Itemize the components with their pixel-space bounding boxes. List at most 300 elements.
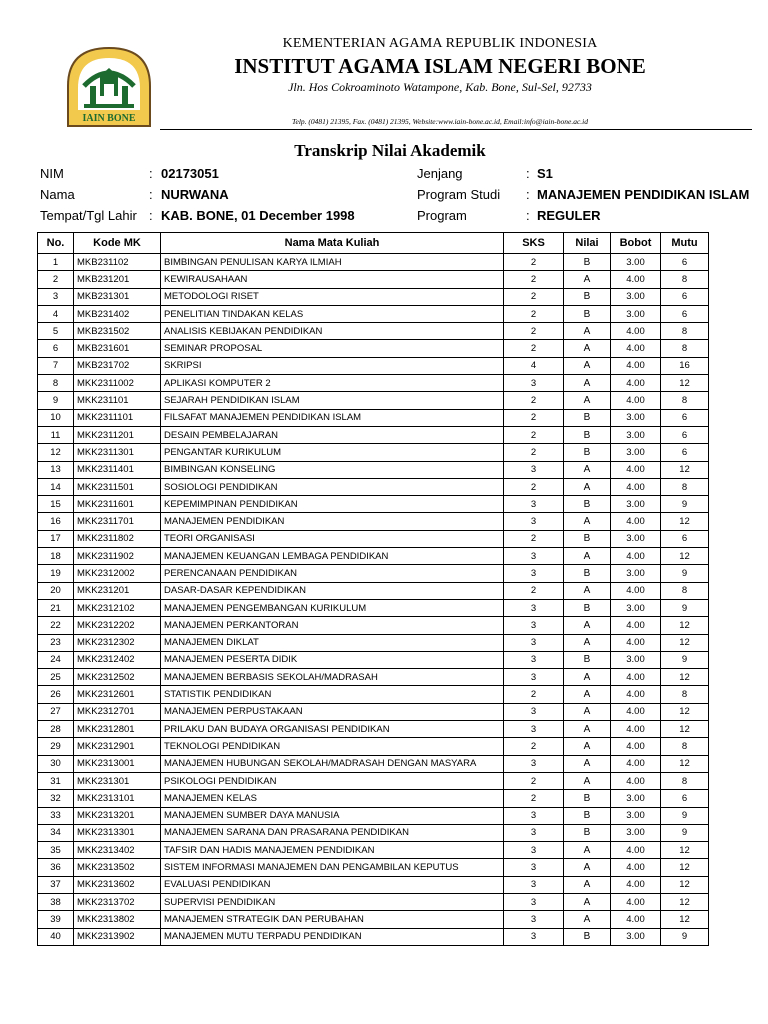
cell-kode-mk: MKK2313402 [74, 842, 161, 859]
cell-kode-mk: MKK2312402 [74, 651, 161, 668]
table-row [38, 582, 709, 599]
cell-no: 30 [38, 755, 74, 772]
cell-no: 36 [38, 859, 74, 876]
cell-no: 23 [38, 634, 74, 651]
cell-bobot: 4.00 [611, 893, 661, 910]
cell-sks: 2 [504, 790, 564, 807]
cell-sks: 3 [504, 548, 564, 565]
cell-sks: 2 [504, 530, 564, 547]
cell-no: 26 [38, 686, 74, 703]
cell-sks: 2 [504, 444, 564, 461]
cell-nama-mk: KEPEMIMPINAN PENDIDIKAN [161, 496, 504, 513]
cell-bobot: 3.00 [611, 599, 661, 616]
cell-bobot: 4.00 [611, 876, 661, 893]
cell-bobot: 4.00 [611, 271, 661, 288]
table-row [38, 824, 709, 841]
cell-sks: 2 [504, 305, 564, 322]
cell-nilai: A [564, 323, 611, 340]
cell-nama-mk: SEJARAH PENDIDIKAN ISLAM [161, 392, 504, 409]
cell-sks: 3 [504, 565, 564, 582]
cell-sks: 3 [504, 496, 564, 513]
cell-nilai: B [564, 496, 611, 513]
cell-no: 38 [38, 893, 74, 910]
table-row [38, 928, 709, 945]
cell-nama-mk: APLIKASI KOMPUTER 2 [161, 375, 504, 392]
cell-mutu: 12 [661, 513, 709, 530]
program-colon: : [526, 208, 530, 223]
cell-mutu: 8 [661, 478, 709, 495]
cell-nilai: A [564, 634, 611, 651]
cell-kode-mk: MKB231402 [74, 305, 161, 322]
cell-nilai: B [564, 790, 611, 807]
cell-sks: 2 [504, 686, 564, 703]
table-row [38, 478, 709, 495]
cell-kode-mk: MKB231102 [74, 254, 161, 271]
cell-mutu: 12 [661, 461, 709, 478]
table-row [38, 842, 709, 859]
cell-bobot: 3.00 [611, 444, 661, 461]
cell-sks: 2 [504, 409, 564, 426]
cell-kode-mk: MKK2311701 [74, 513, 161, 530]
cell-nilai: B [564, 928, 611, 945]
cell-no: 40 [38, 928, 74, 945]
cell-mutu: 9 [661, 928, 709, 945]
cell-nama-mk: METODOLOGI RISET [161, 288, 504, 305]
cell-nama-mk: DESAIN PEMBELAJARAN [161, 426, 504, 443]
cell-mutu: 6 [661, 426, 709, 443]
cell-sks: 3 [504, 824, 564, 841]
cell-bobot: 4.00 [611, 911, 661, 928]
cell-bobot: 4.00 [611, 548, 661, 565]
cell-bobot: 4.00 [611, 513, 661, 530]
cell-mutu: 12 [661, 755, 709, 772]
cell-nilai: B [564, 807, 611, 824]
cell-no: 32 [38, 790, 74, 807]
ttl-colon: : [149, 208, 153, 223]
cell-sks: 3 [504, 928, 564, 945]
cell-no: 37 [38, 876, 74, 893]
cell-nama-mk: PRILAKU DAN BUDAYA ORGANISASI PENDIDIKAN [161, 721, 504, 738]
cell-nama-mk: MANAJEMEN PERKANTORAN [161, 617, 504, 634]
table-row [38, 738, 709, 755]
cell-kode-mk: MKK2313502 [74, 859, 161, 876]
cell-sks: 3 [504, 669, 564, 686]
cell-bobot: 4.00 [611, 859, 661, 876]
table-row [38, 565, 709, 582]
cell-kode-mk: MKK2313602 [74, 876, 161, 893]
cell-nilai: A [564, 772, 611, 789]
cell-sks: 3 [504, 375, 564, 392]
institute-name: INSTITUT AGAMA ISLAM NEGERI BONE [234, 54, 646, 78]
cell-kode-mk: MKK231301 [74, 772, 161, 789]
cell-kode-mk: MKK231101 [74, 392, 161, 409]
table-row [38, 409, 709, 426]
cell-no: 31 [38, 772, 74, 789]
cell-bobot: 4.00 [611, 582, 661, 599]
cell-nama-mk: ANALISIS KEBIJAKAN PENDIDIKAN [161, 323, 504, 340]
cell-bobot: 3.00 [611, 409, 661, 426]
cell-no: 11 [38, 426, 74, 443]
cell-nilai: B [564, 565, 611, 582]
cell-nama-mk: SOSIOLOGI PENDIDIKAN [161, 478, 504, 495]
cell-kode-mk: MKK231201 [74, 582, 161, 599]
cell-no: 17 [38, 530, 74, 547]
cell-no: 8 [38, 375, 74, 392]
cell-bobot: 4.00 [611, 392, 661, 409]
cell-sks: 3 [504, 461, 564, 478]
cell-bobot: 3.00 [611, 305, 661, 322]
col-header-nama: Nama Mata Kuliah [161, 233, 504, 254]
cell-mutu: 6 [661, 254, 709, 271]
cell-nilai: B [564, 530, 611, 547]
cell-bobot: 3.00 [611, 790, 661, 807]
cell-sks: 2 [504, 288, 564, 305]
cell-mutu: 8 [661, 686, 709, 703]
cell-mutu: 9 [661, 599, 709, 616]
cell-no: 16 [38, 513, 74, 530]
cell-kode-mk: MKK2312302 [74, 634, 161, 651]
cell-sks: 2 [504, 323, 564, 340]
cell-bobot: 3.00 [611, 496, 661, 513]
cell-nilai: A [564, 859, 611, 876]
cell-nama-mk: MANAJEMEN SUMBER DAYA MANUSIA [161, 807, 504, 824]
cell-nama-mk: PERENCANAAN PENDIDIKAN [161, 565, 504, 582]
cell-nama-mk: SUPERVISI PENDIDIKAN [161, 893, 504, 910]
table-row [38, 755, 709, 772]
cell-sks: 2 [504, 271, 564, 288]
table-row [38, 599, 709, 616]
cell-bobot: 4.00 [611, 772, 661, 789]
cell-nama-mk: MANAJEMEN DIKLAT [161, 634, 504, 651]
logo-text: IAIN BONE [82, 113, 136, 124]
cell-kode-mk: MKB231502 [74, 323, 161, 340]
cell-mutu: 12 [661, 375, 709, 392]
nim-value: 02173051 [161, 166, 219, 181]
cell-bobot: 4.00 [611, 755, 661, 772]
cell-sks: 3 [504, 755, 564, 772]
cell-mutu: 12 [661, 893, 709, 910]
cell-nilai: A [564, 582, 611, 599]
cell-mutu: 16 [661, 357, 709, 374]
cell-no: 7 [38, 357, 74, 374]
cell-nama-mk: BIMBINGAN KONSELING [161, 461, 504, 478]
cell-bobot: 4.00 [611, 617, 661, 634]
table-row [38, 651, 709, 668]
cell-kode-mk: MKK2312701 [74, 703, 161, 720]
cell-nama-mk: SKRIPSI [161, 357, 504, 374]
cell-kode-mk: MKK2312502 [74, 669, 161, 686]
cell-kode-mk: MKK2311401 [74, 461, 161, 478]
cell-nilai: A [564, 703, 611, 720]
cell-nilai: A [564, 375, 611, 392]
cell-nilai: A [564, 548, 611, 565]
table-row [38, 254, 709, 271]
cell-no: 20 [38, 582, 74, 599]
nama-colon: : [149, 187, 153, 202]
cell-bobot: 3.00 [611, 565, 661, 582]
table-row [38, 461, 709, 478]
cell-no: 34 [38, 824, 74, 841]
jenjang-colon: : [526, 166, 530, 181]
table-row [38, 426, 709, 443]
institute-address: Jln. Hos Cokroaminoto Watampone, Kab. Bone, Sul-Sel, 92733 [288, 80, 592, 94]
jenjang-value: S1 [537, 166, 553, 181]
cell-no: 24 [38, 651, 74, 668]
table-row [38, 444, 709, 461]
document-title: Transkrip Nilai Akademik [294, 141, 486, 160]
cell-no: 19 [38, 565, 74, 582]
cell-nilai: A [564, 340, 611, 357]
cell-nama-mk: PENGANTAR KURIKULUM [161, 444, 504, 461]
cell-kode-mk: MKB231601 [74, 340, 161, 357]
cell-mutu: 12 [661, 634, 709, 651]
cell-mutu: 6 [661, 409, 709, 426]
cell-mutu: 12 [661, 703, 709, 720]
nama-value: NURWANA [161, 187, 229, 202]
cell-kode-mk: MKK2311002 [74, 375, 161, 392]
cell-kode-mk: MKK2313301 [74, 824, 161, 841]
cell-nama-mk: MANAJEMEN HUBUNGAN SEKOLAH/MADRASAH DENGAN MASYARA [161, 755, 504, 772]
col-header-nilai: Nilai [564, 233, 611, 254]
cell-mutu: 6 [661, 530, 709, 547]
col-header-sks: SKS [504, 233, 564, 254]
cell-sks: 3 [504, 893, 564, 910]
table-row [38, 790, 709, 807]
cell-kode-mk: MKB231201 [74, 271, 161, 288]
cell-sks: 2 [504, 392, 564, 409]
col-header-kode: Kode MK [74, 233, 161, 254]
cell-bobot: 3.00 [611, 254, 661, 271]
cell-nilai: A [564, 842, 611, 859]
cell-bobot: 4.00 [611, 721, 661, 738]
cell-nilai: B [564, 254, 611, 271]
jenjang-label: Jenjang [417, 166, 463, 181]
prodi-colon: : [526, 187, 530, 202]
cell-mutu: 12 [661, 911, 709, 928]
cell-mutu: 8 [661, 323, 709, 340]
cell-nama-mk: KEWIRAUSAHAAN [161, 271, 504, 288]
cell-sks: 2 [504, 478, 564, 495]
table-row [38, 634, 709, 651]
cell-bobot: 4.00 [611, 738, 661, 755]
cell-kode-mk: MKK2312002 [74, 565, 161, 582]
col-header-no: No. [38, 233, 74, 254]
cell-bobot: 4.00 [611, 357, 661, 374]
cell-no: 5 [38, 323, 74, 340]
institute-contact: Telp. (0481) 21395, Fax. (0481) 21395, Website:www.iain-bone.ac.id, Email:info@iain-bone.ac.id [292, 117, 588, 126]
table-row [38, 772, 709, 789]
ttl-value: KAB. BONE, 01 December 1998 [161, 208, 355, 223]
cell-mutu: 12 [661, 859, 709, 876]
cell-sks: 3 [504, 859, 564, 876]
table-row [38, 859, 709, 876]
cell-bobot: 3.00 [611, 824, 661, 841]
cell-nilai: A [564, 893, 611, 910]
table-row [38, 496, 709, 513]
cell-no: 27 [38, 703, 74, 720]
cell-no: 18 [38, 548, 74, 565]
cell-nama-mk: PSIKOLOGI PENDIDIKAN [161, 772, 504, 789]
cell-mutu: 12 [661, 876, 709, 893]
cell-nama-mk: MANAJEMEN KEUANGAN LEMBAGA PENDIDIKAN [161, 548, 504, 565]
cell-bobot: 4.00 [611, 340, 661, 357]
cell-nama-mk: FILSAFAT MANAJEMEN PENDIDIKAN ISLAM [161, 409, 504, 426]
cell-mutu: 9 [661, 496, 709, 513]
cell-kode-mk: MKK2312202 [74, 617, 161, 634]
cell-bobot: 4.00 [611, 375, 661, 392]
cell-kode-mk: MKK2313802 [74, 911, 161, 928]
cell-nilai: A [564, 738, 611, 755]
cell-nama-mk: TAFSIR DAN HADIS MANAJEMEN PENDIDIKAN [161, 842, 504, 859]
cell-nilai: B [564, 288, 611, 305]
cell-bobot: 3.00 [611, 928, 661, 945]
table-row [38, 721, 709, 738]
table-row [38, 686, 709, 703]
cell-nama-mk: MANAJEMEN STRATEGIK DAN PERUBAHAN [161, 911, 504, 928]
prodi-value: MANAJEMEN PENDIDIKAN ISLAM [537, 187, 750, 202]
table-row [38, 911, 709, 928]
table-row [38, 548, 709, 565]
cell-nilai: B [564, 824, 611, 841]
cell-nama-mk: STATISTIK PENDIDIKAN [161, 686, 504, 703]
cell-no: 21 [38, 599, 74, 616]
header-divider [160, 129, 752, 130]
cell-bobot: 3.00 [611, 288, 661, 305]
cell-kode-mk: MKK2313101 [74, 790, 161, 807]
cell-nilai: A [564, 669, 611, 686]
cell-sks: 3 [504, 634, 564, 651]
cell-bobot: 3.00 [611, 651, 661, 668]
table-row [38, 530, 709, 547]
cell-nama-mk: MANAJEMEN BERBASIS SEKOLAH/MADRASAH [161, 669, 504, 686]
cell-nama-mk: SEMINAR PROPOSAL [161, 340, 504, 357]
cell-sks: 2 [504, 772, 564, 789]
cell-sks: 2 [504, 426, 564, 443]
table-row [38, 703, 709, 720]
cell-bobot: 3.00 [611, 807, 661, 824]
cell-mutu: 9 [661, 651, 709, 668]
cell-nilai: A [564, 721, 611, 738]
cell-nama-mk: MANAJEMEN PENDIDIKAN [161, 513, 504, 530]
cell-no: 12 [38, 444, 74, 461]
ttl-label: Tempat/Tgl Lahir [40, 208, 137, 223]
cell-mutu: 9 [661, 807, 709, 824]
cell-kode-mk: MKK2313702 [74, 893, 161, 910]
cell-nama-mk: BIMBINGAN PENULISAN KARYA ILMIAH [161, 254, 504, 271]
cell-kode-mk: MKK2311101 [74, 409, 161, 426]
cell-bobot: 4.00 [611, 703, 661, 720]
table-row [38, 513, 709, 530]
cell-nilai: B [564, 409, 611, 426]
cell-sks: 3 [504, 703, 564, 720]
table-row [38, 807, 709, 824]
cell-kode-mk: MKK2312601 [74, 686, 161, 703]
table-row [38, 288, 709, 305]
cell-nama-mk: TEKNOLOGI PENDIDIKAN [161, 738, 504, 755]
cell-sks: 2 [504, 738, 564, 755]
cell-bobot: 4.00 [611, 478, 661, 495]
grades-table-body [38, 254, 709, 946]
cell-mutu: 8 [661, 340, 709, 357]
cell-nama-mk: SISTEM INFORMASI MANAJEMEN DAN PENGAMBILAN KEPUTUS [161, 859, 504, 876]
cell-mutu: 12 [661, 548, 709, 565]
cell-no: 25 [38, 669, 74, 686]
cell-kode-mk: MKK2313201 [74, 807, 161, 824]
table-row [38, 357, 709, 374]
cell-nilai: A [564, 271, 611, 288]
table-row [38, 375, 709, 392]
cell-mutu: 8 [661, 772, 709, 789]
cell-nama-mk: MANAJEMEN MUTU TERPADU PENDIDIKAN [161, 928, 504, 945]
cell-sks: 3 [504, 721, 564, 738]
cell-mutu: 6 [661, 305, 709, 322]
cell-bobot: 4.00 [611, 634, 661, 651]
cell-bobot: 4.00 [611, 842, 661, 859]
cell-kode-mk: MKK2313001 [74, 755, 161, 772]
cell-nilai: B [564, 651, 611, 668]
cell-no: 10 [38, 409, 74, 426]
cell-mutu: 9 [661, 565, 709, 582]
cell-kode-mk: MKK2312801 [74, 721, 161, 738]
cell-nilai: A [564, 357, 611, 374]
cell-mutu: 12 [661, 617, 709, 634]
cell-nama-mk: MANAJEMEN PESERTA DIDIK [161, 651, 504, 668]
cell-nama-mk: MANAJEMEN SARANA DAN PRASARANA PENDIDIKAN [161, 824, 504, 841]
col-header-mutu: Mutu [661, 233, 709, 254]
nim-label: NIM [40, 166, 64, 181]
cell-mutu: 12 [661, 721, 709, 738]
cell-no: 2 [38, 271, 74, 288]
table-row [38, 617, 709, 634]
cell-no: 13 [38, 461, 74, 478]
cell-sks: 3 [504, 842, 564, 859]
cell-mutu: 6 [661, 288, 709, 305]
prodi-label: Program Studi [417, 187, 501, 202]
cell-mutu: 8 [661, 392, 709, 409]
cell-no: 1 [38, 254, 74, 271]
ministry-name: KEMENTERIAN AGAMA REPUBLIK INDONESIA [282, 36, 598, 51]
cell-sks: 3 [504, 876, 564, 893]
cell-kode-mk: MKK2312901 [74, 738, 161, 755]
cell-nama-mk: TEORI ORGANISASI [161, 530, 504, 547]
cell-no: 15 [38, 496, 74, 513]
cell-no: 39 [38, 911, 74, 928]
col-header-bobot: Bobot [611, 233, 661, 254]
cell-kode-mk: MKK2311601 [74, 496, 161, 513]
cell-nama-mk: MANAJEMEN KELAS [161, 790, 504, 807]
cell-nama-mk: PENELITIAN TINDAKAN KELAS [161, 305, 504, 322]
cell-sks: 3 [504, 599, 564, 616]
cell-nilai: A [564, 478, 611, 495]
cell-bobot: 4.00 [611, 669, 661, 686]
cell-no: 3 [38, 288, 74, 305]
nama-label: Nama [40, 187, 75, 202]
cell-kode-mk: MKK2311301 [74, 444, 161, 461]
program-value: REGULER [537, 208, 601, 223]
cell-nama-mk: EVALUASI PENDIDIKAN [161, 876, 504, 893]
cell-nilai: A [564, 461, 611, 478]
table-row [38, 271, 709, 288]
program-label: Program [417, 208, 467, 223]
table-row [38, 305, 709, 322]
cell-nilai: B [564, 426, 611, 443]
cell-nilai: A [564, 755, 611, 772]
cell-no: 28 [38, 721, 74, 738]
cell-kode-mk: MKB231301 [74, 288, 161, 305]
cell-sks: 2 [504, 582, 564, 599]
cell-sks: 4 [504, 357, 564, 374]
cell-sks: 2 [504, 254, 564, 271]
